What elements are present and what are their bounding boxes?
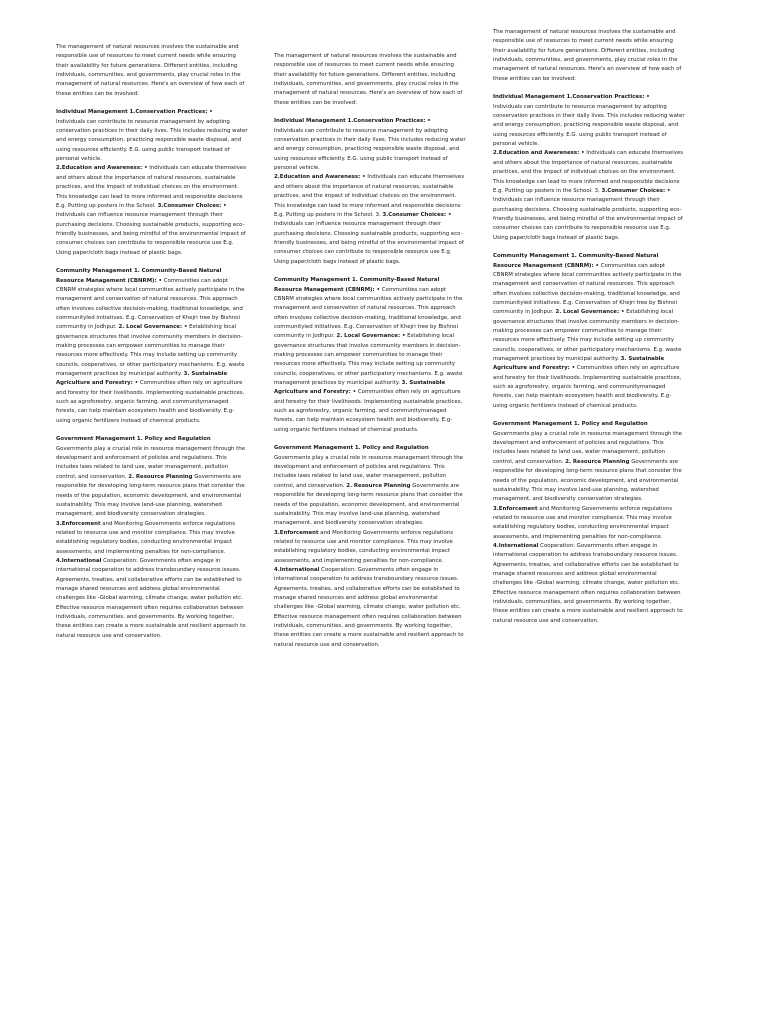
body-text: Governments play a crucial role in resource management through the development and enforcement of policies and regulations. This includes laws related to land use, water management, pollution control, and conservation. — [493, 430, 683, 465]
body-text: Establishing local governance structures that involve community members in decision-making processes can empower communities to manage their resources more effectively. This may include setting up community councils, cooperatives, or other participatory mechanisms. E.g. waste management practices by municipal authority. — [56, 324, 245, 378]
individual-management-section — [274, 117, 466, 267]
community-management-section — [274, 276, 466, 435]
subheading: 3.Enforcement — [274, 529, 319, 536]
government-management-section — [56, 435, 248, 641]
text-column-3 — [493, 28, 685, 635]
body-text: and Monitoring Governments enforce regulations related to resource use and monitor compliance. This may involve establishing regulatory bodies, conducting environmental impact assessments, and implementing penalties for non-compliance. — [56, 520, 236, 555]
body-text: Governments are responsible for developing long-term resource plans that consider the needs of the population, economic development, and environmental sustainability. This may involve land-use planning, watershed management, and biodiversity conservation strategies. — [274, 482, 463, 527]
body-text: Individuals can influence resource management through their purchasing decisions. Choosing sustainable products, supporting eco-friendly businesses, and being mindful of the environmental impact of consumer choices can contribute to responsible resource use E.g. Using paper/cloth bags instead of plastic bags. — [56, 212, 246, 256]
body-text: Individuals can contribute to resource management by adopting conservation practices in their daily lives. This includes reducing water and energy consumption, practicing responsible waste disposal, and using resources efficiently. E.G. using public transport instead of personal vehicle. — [274, 127, 466, 172]
body-text: Communities often rely on agriculture and forestry for their livelihoods. Implementing sustainable practices, such as agroforestry, organic farming, and communitymanaged forests, can help maintain ecosystem health and biodiversity. E.g- using organic fertilizers instead of chemical products. — [274, 389, 463, 433]
intro-paragraph: The management of natural resources involves the sustainable and responsible use of resources to meet current needs while ensuring their availability for future generations. Different entities, including individuals, communities, and governments, play crucial roles in the management of natural resources. Here's an overview of how each of these entities can be involved: — [56, 44, 245, 97]
section-heading: Individual Management 1.Conservation Practices: • — [274, 118, 431, 125]
subheading: 3. Sustainable Agriculture and Forestry: • — [274, 380, 446, 396]
body-text: Communities often rely on agriculture and forestry for their livelihoods. Implementing sustainable practices, such as agroforestry, organic farming, and communitymanaged forests, can help maintain ecosystem health and biodiversity. E.g- using organic fertilizers instead of chemical products. — [56, 380, 245, 424]
subheading: 3. Sustainable Agriculture and Forestry: • — [56, 371, 228, 387]
intro-paragraph: The management of natural resources involves the sustainable and responsible use of resources to meet current needs while ensuring their availability for future generations. Different entities, including individuals, communities, and governments, play crucial roles in the management of natural resources. Here's an overview of how each of these entities can be involved: — [493, 29, 682, 82]
body-text: Communities can adopt CBNRM strategies where local communities actively participate in the management and conservation of natural resources. This approach often involves collective decision-making, traditional knowledge, and communityled initiatives. E.g. Conservation of Khejri tree by Bishnoi community in Jodhpur. — [274, 286, 463, 340]
section-heading: Community Management 1. Community-Based Natural Resource Management (CBNRM): • — [274, 277, 440, 293]
text-column-1 — [56, 43, 248, 650]
government-management-section — [493, 420, 685, 626]
body-text: Establishing local governance structures that involve community members in decision-making processes can empower communities to manage their resources more effectively. This may include setting up community councils, cooperatives, or other participatory mechanisms. E.g. waste management practices by municipal authority. — [493, 309, 682, 363]
body-text: Individuals can educate themselves and others about the importance of natural resources, sustainable practices, and the impact of individual choices on the environment. This knowledge can lead to more informed and responsible decisions E.g. Putting up posters in the School. — [56, 165, 247, 209]
body-text: Individuals can contribute to resource management by adopting conservation practices in their daily lives. This includes reducing water and energy consumption, practicing responsible waste disposal, and using resources efficiently. E.G. using public transport instead of personal vehicle. — [56, 118, 248, 163]
subheading: 2. Resource Planning — [565, 458, 630, 465]
subheading: 3. Sustainable Agriculture and Forestry: • — [493, 356, 665, 372]
community-management-section — [493, 252, 685, 411]
text-column-2 — [274, 52, 466, 659]
body-text: and Monitoring Governments enforce regulations related to resource use and monitor compliance. This may involve establishing regulatory bodies, conducting environmental impact assessments, and implementing penalties for non-compliance. — [493, 505, 673, 540]
section-heading: Individual Management 1.Conservation Practices: • — [56, 109, 213, 116]
section-heading: Government Management 1. Policy and Regulation — [56, 436, 211, 443]
subheading: 4.International — [493, 542, 539, 549]
section-heading: Government Management 1. Policy and Regulation — [493, 421, 648, 428]
subheading: 2. Resource Planning — [346, 482, 411, 489]
body-text: Cooperation: Governments often engage in international cooperation to address transboundary resource issues. Agreements, treaties, and collaborative efforts can be established to manage shared resources and address global environmental challenges like -Global warming, climate change, water pollution etc. Effective resource management often requires collaboration between individuals, communities, and governments. By working together, these entities can create a more sustainable and resilient approach to natural resource use and conservation. — [274, 566, 464, 648]
government-management-section — [274, 444, 466, 650]
body-text: Establishing local governance structures that involve community members in decision-making processes can empower communities to manage their resources more effectively. This may include setting up community councils, cooperatives, or other participatory mechanisms. E.g. waste management practices by municipal authority. — [274, 333, 463, 387]
body-text: Governments play a crucial role in resource management through the development and enforcement of policies and regulations. This includes laws related to land use, water management, pollution control, and conservation. — [56, 445, 246, 480]
body-text: and Monitoring Governments enforce regulations related to resource use and monitor compliance. This may involve establishing regulatory bodies, conducting environmental impact assessments, and implementing penalties for non-compliance. — [274, 529, 454, 564]
section-heading: Community Management 1. Community-Based Natural Resource Management (CBNRM): • — [56, 268, 222, 284]
body-text: Cooperation: Governments often engage in international cooperation to address transboundary resource issues. Agreements, treaties, and collaborative efforts can be established to manage shared resources and address global environmental challenges like -Global warming, climate change, water pollution etc. Effective resource management often requires collaboration between individuals, communities, and governments. By working together, these entities can create a more sustainable and resilient approach to natural resource use and conservation. — [493, 542, 683, 624]
body-text: Governments are responsible for developing long-term resource plans that consider the needs of the population, economic development, and environmental sustainability. This may involve land-use planning, watershed management, and biodiversity conservation strategies. — [493, 458, 682, 503]
intro-paragraph: The management of natural resources involves the sustainable and responsible use of resources to meet current needs while ensuring their availability for future generations. Different entities, including individuals, communities, and governments, play crucial roles in the management of natural resources. Here's an overview of how each of these entities can be involved: — [274, 53, 463, 106]
individual-management-section — [493, 93, 685, 243]
body-text: Individuals can influence resource management through their purchasing decisions. Choosing sustainable products, supporting eco-friendly businesses, and being mindful of the environmental impact of consumer choices can contribute to responsible resource use E.g. Using paper/cloth bags instead of plastic bags. — [493, 197, 683, 241]
section-heading: Community Management 1. Community-Based Natural Resource Management (CBNRM): • — [493, 253, 659, 269]
body-text: Individuals can educate themselves and others about the importance of natural resources, sustainable practices, and the impact of individual choices on the environment. This knowledge can lead to more informed and responsible decisions E.g. Putting up posters in the School. 3. — [493, 150, 684, 194]
body-text: Governments play a crucial role in resource management through the development and enforcement of policies and regulations. This includes laws related to land use, water management, pollution control, and conservation. — [274, 454, 464, 489]
subheading: 2.Education and Awareness: • — [493, 150, 585, 157]
section-heading: Individual Management 1.Conservation Practices: • — [493, 94, 650, 101]
section-heading: Government Management 1. Policy and Regulation — [274, 445, 429, 452]
subheading: 3.Enforcement — [56, 520, 101, 527]
subheading: 4.International — [274, 566, 320, 573]
subheading: 2.Education and Awareness: • — [274, 174, 366, 181]
subheading: 3.Consumer Choices: • — [157, 202, 227, 209]
body-text: Communities can adopt CBNRM strategies where local communities actively participate in the management and conservation of natural resources. This approach often involves collective decision-making, traditional knowledge, and communityled initiatives. E.g. Conservation of Khejri tree by Bishnoi community in Jodhpur. — [56, 277, 245, 331]
body-text: Individuals can educate themselves and others about the importance of natural resources, sustainable practices, and the impact of individual choices on the environment. This knowledge can lead to more informed and responsible decisions E.g. Putting up posters in the School. 3. — [274, 174, 465, 218]
body-text: Individuals can influence resource management through their purchasing decisions. Choosing sustainable products, supporting eco-friendly businesses, and being mindful of the environmental impact of consumer choices can contribute to responsible resource use E.g. Using paper/cloth bags instead of plastic bags. — [274, 221, 464, 265]
subheading: 2. Local Governance: • — [336, 333, 406, 340]
subheading: 3.Consumer Choices: • — [382, 211, 452, 218]
subheading: 2. Local Governance: • — [555, 309, 625, 316]
body-text: Governments are responsible for developing long-term resource plans that consider the needs of the population, economic development, and environmental sustainability. This may involve land-use planning, watershed management, and biodiversity conservation strategies. — [56, 473, 245, 518]
subheading: 2. Local Governance: • — [118, 324, 188, 331]
subheading: 4.International — [56, 557, 102, 564]
subheading: 3.Consumer Choices: • — [601, 187, 671, 194]
subheading: 2. Resource Planning — [128, 473, 193, 480]
body-text: Individuals can contribute to resource management by adopting conservation practices in their daily lives. This includes reducing water and energy consumption, practicing responsible waste disposal, and using resources efficiently. E.G. using public transport instead of personal vehicle. — [493, 103, 685, 148]
body-text: Cooperation: Governments often engage in international cooperation to address transboundary resource issues. Agreements, treaties, and collaborative efforts can be established to manage shared resources and address global environmental challenges like -Global warming, climate change, water pollution etc. Effective resource management often requires collaboration between individuals, communities, and governments. By working together, these entities can create a more sustainable and resilient approach to natural resource use and conservation. — [56, 557, 246, 639]
body-text: Communities often rely on agriculture and forestry for their livelihoods. Implementing sustainable practices, such as agroforestry, organic farming, and communitymanaged forests, can help maintain ecosystem health and biodiversity. E.g- using organic fertilizers instead of chemical products. — [493, 365, 682, 409]
community-management-section — [56, 267, 248, 426]
subheading: 3.Enforcement — [493, 505, 538, 512]
individual-management-section — [56, 108, 248, 258]
body-text: Communities can adopt CBNRM strategies where local communities actively participate in the management and conservation of natural resources. This approach often involves collective decision-making, traditional knowledge, and communityled initiatives. E.g. Conservation of Khejri tree by Bishnoi community in Jodhpur. — [493, 262, 682, 316]
subheading: 2.Education and Awareness: • — [56, 165, 148, 172]
